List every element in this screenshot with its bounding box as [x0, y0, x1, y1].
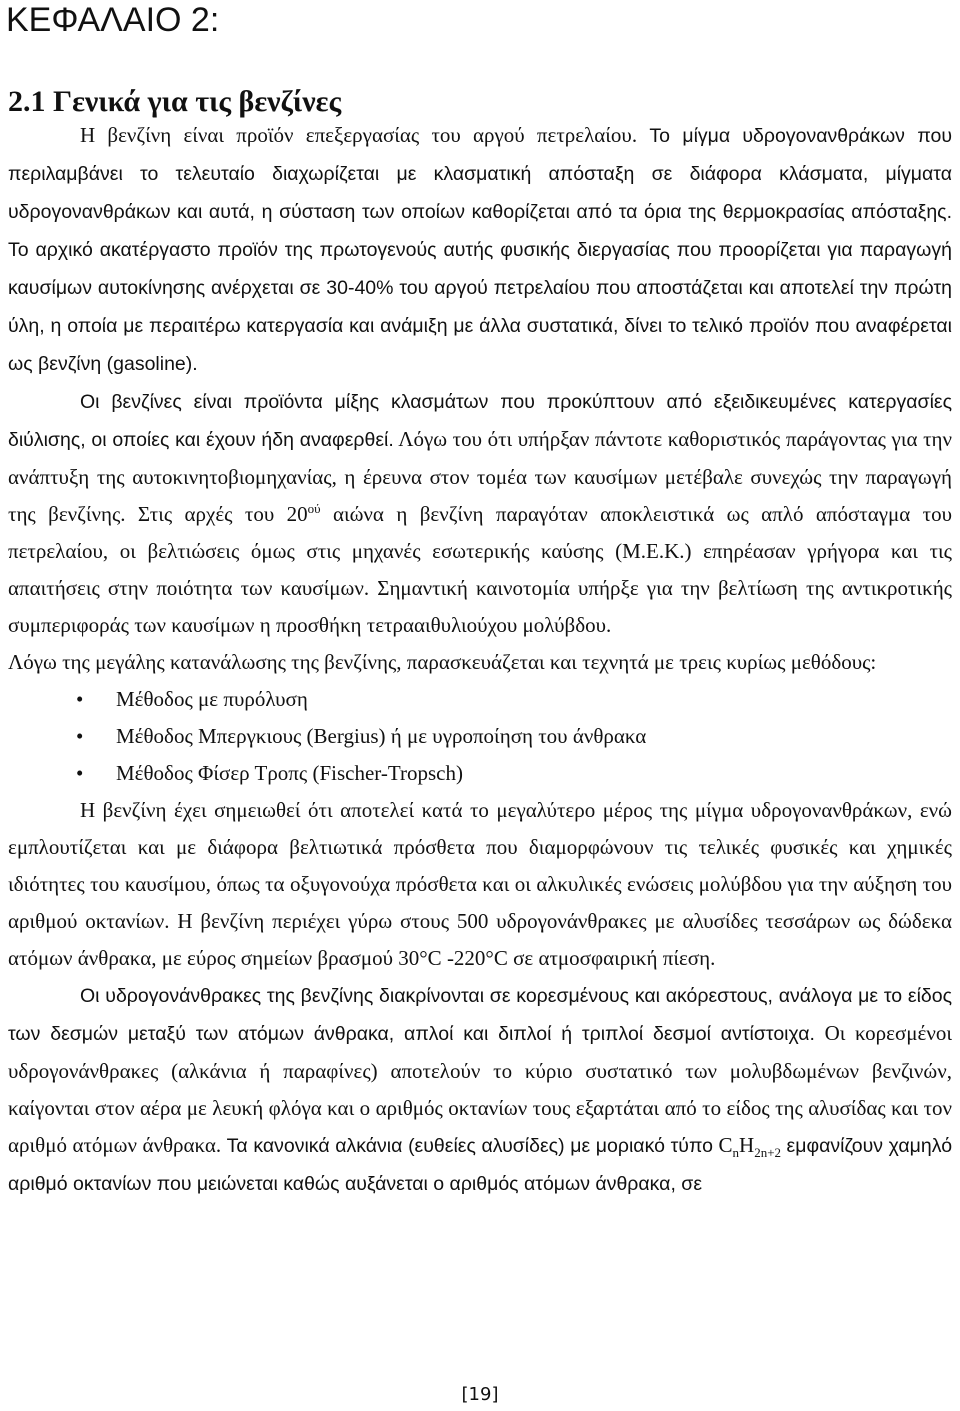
- formula-h-subscript: 2n+2: [754, 1145, 782, 1161]
- molecular-formula: [718, 1133, 782, 1161]
- list-item: [8, 718, 952, 755]
- superscript-ordinal: ού: [307, 501, 321, 516]
- chapter-title: ΚΕΦΑΛΑΙΟ 2:: [6, 1, 220, 39]
- paragraph-1-start: Το μίγμα: [649, 125, 731, 147]
- method-label: Μέθοδος Μπεργκιους (Bergius) ή με υγροποίηση του άνθρακα: [116, 724, 647, 748]
- paragraph-2-sans: Οι βενζίνες είναι προϊόντα μίξης κλασμάτων που προκύπτουν από εξειδικευμένες κατεργασίες διύλισης, οι οποίες και έχουν ήδη αναφερθεί.: [8, 391, 952, 451]
- formula-c-subscript: n: [732, 1145, 740, 1161]
- formula-h: H: [739, 1133, 755, 1157]
- paragraph-2: [8, 383, 952, 644]
- page-number: [19]: [461, 1384, 499, 1405]
- paragraph-4: Η βενζίνη έχει σημειωθεί ότι αποτελεί κατά το μεγαλύτερο μέρος της μίγμα υδρογονανθράκων, ενώ εμπλουτίζεται και με διάφορα βελτιωτικά πρόσθετα που διαμορφώνουν τις τελικές φυσικές και χημικές ιδιότητες του καυσίμου, όπως τα οξυγονούχα πρόσθετα και οι αλκυλικές ενώσεις μολύβδου για την αύξηση του αριθμού οκτανίων. Η βενζίνη περιέχει γύρω στους 500 υδρογονάνθρακες με αλυσίδες τεσσάρων ως δώδεκα ατόμων άνθρακα, με εύρος σημείων βρασμού 30°C -220°C σε ατμοσφαιρική πίεση.: [8, 798, 952, 970]
- bullet-icon: •: [76, 687, 84, 711]
- paragraph-2-tail: αιώνα η βενζίνη παραγόταν αποκλειστικά ως απλό απόσταγμα του πετρελαίου, οι βελτιώσεις όμως στις μηχανές εσωτερικής καύσης (Μ.Ε.Κ.) επηρέασαν γρήγορα και τις απαιτήσεις στην ποιότητα των καυσίμων. Σημαντική καινοτομία υπήρξε για την βελτίωση της αντικροτικής συμπεριφοράς των καυσίμων η προσθήκη τετρααιθυλιούχου μολύβδου.: [8, 502, 952, 637]
- section-heading: 2.1 Γενικά για τις βενζίνες: [8, 85, 342, 118]
- bullet-icon: •: [76, 761, 84, 785]
- list-item: [8, 681, 952, 718]
- formula-c: C: [718, 1133, 733, 1157]
- body-text: [8, 117, 952, 1203]
- paragraph-5-formula-intro: Τα κανονικά αλκάνια (ευθείες αλυσίδες) με μοριακό τύπο: [226, 1135, 713, 1157]
- paragraph-1-line1: Η βενζίνη είναι προϊόν επεξεργασίας του αργού πετρελαίου.: [80, 123, 638, 147]
- paragraph-5-sans: Οι υδρογονάνθρακες της βενζίνης διακρίνονται σε κορεσμένους και ακόρεστους, ανάλογα με το είδος των δεσμών μεταξύ των ατόμων άνθρακα, απλοί και διπλοί ή τριπλοί δεσμοί αντίστοιχα.: [8, 985, 952, 1045]
- paragraph-3: Λόγω της μεγάλης κατανάλωσης της βενζίνης, παρασκευάζεται και τεχνητά με τρεις κυρίως μεθόδους:: [8, 650, 877, 674]
- paragraph-5-after: εμφανίζουν χαμηλό αριθμό οκτανίων που μειώνεται καθώς αυξάνεται ο αριθμός ατόμων άνθρακα, σε: [8, 1135, 953, 1195]
- paragraph-2-serif: Λόγω του ότι υπήρξαν πάντοτε καθοριστικός παράγοντας για την ανάπτυξη της αυτοκινητοβιομηχανίας, η έρευνα στον τομέα των καυσίμων μετέβαλε συνεχώς την παραγωγή της βενζίνης. Στις αρχές του 20: [8, 427, 953, 526]
- paragraph-5-serif: Οι κορεσμένοι υδρογονάνθρακες (αλκάνια ή παραφίνες) αποτελούν το κύριο συστατικό των μολυβδωμένων βενζινών, καίγονται στον αέρα με λευκή φλόγα και ο αριθμός οκτανίων τους εξαρτάται από το είδος της αλυσίδας και τον αριθμό ατόμων άνθρακα.: [8, 1021, 953, 1157]
- paragraph-5: [8, 977, 952, 1203]
- bullet-icon: •: [76, 724, 84, 748]
- methods-list: [8, 681, 952, 792]
- paragraph-1-body: υδρογονανθράκων που περιλαμβάνει το τελευταίο διαχωρίζεται με κλασματική απόσταξη σε διάφορα κλάσματα, μίγματα υδρογονανθράκων και αυτά, η σύσταση των οποίων καθορίζεται από τα όρια της θερμοκρασίας απόσταξης. Το αρχικό ακατέργαστο προϊόν της πρωτογενούς αυτής φυσικής διεργασίας που προορίζεται για παραγωγή καυσίμων αυτοκίνησης ανέρχεται σε 30-40% του αργού πετρελαίου που αποστάζεται και αποτελεί την πρώτη ύλη, η οποία με περαιτέρω κατεργασία και ανάμιξη με άλλα συστατικά, δίνει το τελικό προϊόν που αναφέρεται ως βενζίνη (gasoline).: [8, 125, 953, 375]
- method-label: Μέθοδος με πυρόλυση: [116, 687, 308, 711]
- method-label: Μέθοδος Φίσερ Τροπς (Fischer-Tropsch): [116, 761, 463, 785]
- paragraph-1: [8, 117, 952, 383]
- list-item: [8, 755, 952, 792]
